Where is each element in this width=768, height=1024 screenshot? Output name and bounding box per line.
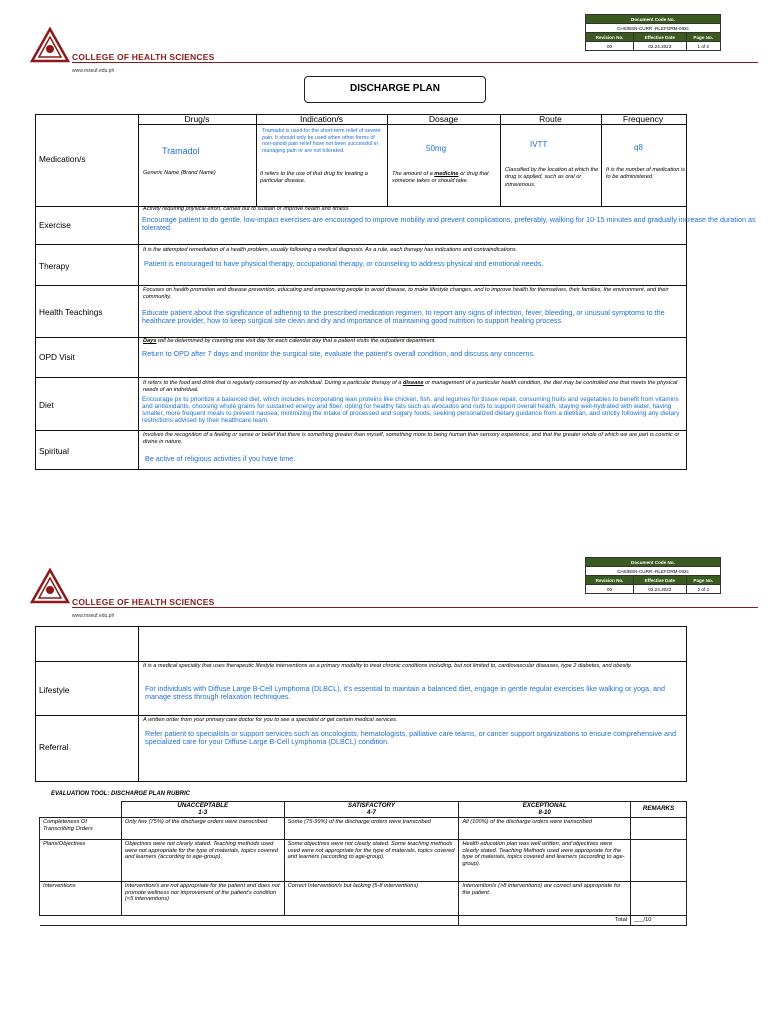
page-label: Page No. xyxy=(686,33,721,42)
effective-label: Effective Date xyxy=(634,576,686,585)
website-page2: www.mseuf.edu.ph xyxy=(72,613,115,619)
rubric-exceptional-header: EXCEPTIONAL 8-10 xyxy=(459,802,631,818)
referral-text: Refer patient to specialists or support services such as oncologists, hematologists, palliative care teams, or cancer support organizations to ensure comprehensive and specialized care for your Diffuse Large B-Cell Lymphoma (DLBCL) condition. xyxy=(145,729,676,747)
website: www.mseuf.edu.ph xyxy=(72,68,115,74)
rubric-total-value: ___/10 xyxy=(631,916,687,926)
opd-definition: Days will be determined by counting one visit day for each calendar day that a patient visits the outpatient department. xyxy=(143,338,436,344)
rubric-unacceptable-header: UNACCEPTABLE 1-3 xyxy=(121,802,284,818)
health-definition: Focuses on health promotion and disease prevention, educating and empowering people to avoid disease, to make lifestyle changes, and to improve health for themselves, their families, the environment, and their community. xyxy=(143,287,669,301)
rubric-cell: Health education plan was well written, and objectives were clearly stated. Teaching Methods used were appropriate for the type of materials, topics covered and learners (according to age-group). xyxy=(459,840,631,882)
referral-definition: A written order from your primary care doctor for you to see a specialist or get certain medical services. xyxy=(143,717,398,723)
rubric-row-label: Completeness Of Transcribing Orders xyxy=(40,818,122,840)
lifestyle-definition: It is a medical specialty that uses therapeutic lifestyle interventions as a primary modality to treat chronic conditions including, but not limited to, cardiovascular diseases, type 2 diabetes, and obesity. xyxy=(143,663,632,669)
doc-code-label: Document Code No. xyxy=(586,558,721,567)
route-definition: Classified by the location at which the drug is applied, such as oral or intravenous. xyxy=(505,167,599,188)
document-code-table-page2 xyxy=(585,557,721,594)
college-logo xyxy=(30,27,70,65)
revision-value: 00 xyxy=(586,585,634,594)
row-label-diet: Diet xyxy=(39,400,54,410)
row-label-exercise: Exercise xyxy=(39,220,71,230)
lifestyle-text: For individuals with Diffuse Large B-Cell Lymphoma (DLBCL), it's essential to maintain a balanced diet, engage in gentle regular exercises like walking or yoga, and manage stress through relaxation techniques. xyxy=(145,684,665,702)
doc-code-label: Document Code No. xyxy=(586,15,721,24)
rubric-remarks-header: REMARKS xyxy=(631,802,687,818)
dosage-value: 50mg xyxy=(426,144,447,153)
rubric-remarks-cell xyxy=(631,882,687,916)
discharge-plan-table-page2 xyxy=(35,626,687,782)
rubric-cell: Some objectives were not clearly stated. Some teaching methods used were not appropriate for the type of materials, topics covered and learners (according to age-group). xyxy=(284,840,459,882)
rubric-total-label: Total xyxy=(459,916,631,926)
page-label: Page No. xyxy=(686,576,721,585)
row-label-health-teachings: Health Teachings xyxy=(39,307,103,317)
spiritual-text: Be active of religious activities if you have time. xyxy=(145,454,296,463)
doc-code: CHS/BSN-CURR -RLEFORM-002c xyxy=(586,567,721,576)
effective-label: Effective Date xyxy=(634,33,686,42)
rubric-cell: Objectives were not clearly stated. Teaching methods used were not appropriate for the type of materials, topics covered and learners (according to age-group). xyxy=(121,840,284,882)
dosage-definition: The amount of a medicine or drug that someone takes or should take. xyxy=(392,171,489,185)
rubric-row-label: Interventions xyxy=(40,882,122,916)
health-text: Educate patient about the significance of adhering to the prescribed medication regimen, to report any signs of infection, fever, bleeding, or unusual symptoms to the healthcare provider, how to keep surgical site clean and dry and importance of maintaining good nutrition to support healing process. xyxy=(142,308,665,326)
page-value: 2 of 2 xyxy=(686,585,721,594)
revision-value: 00 xyxy=(586,42,634,51)
therapy-definition: It is the attempted remediation of a health problem, usually following a medical diagnosis. As a rule, each therapy has indications and contraindications. xyxy=(143,247,518,253)
rubric-cell: Intervention/s (>8 interventions) are correct and appropriate for the patient. xyxy=(459,882,631,916)
effective-value: 02.24.2023 xyxy=(634,585,686,594)
col-route: Route xyxy=(539,114,562,124)
effective-value: 02.24.2023 xyxy=(634,42,686,51)
revision-label: Revision No. xyxy=(586,33,634,42)
route-value: IVTT xyxy=(530,140,548,149)
page-title: DISCHARGE PLAN xyxy=(304,76,486,103)
doc-code: CHS/BSN-CURR -RLEFORM-002c xyxy=(586,24,721,33)
therapy-text: Patient is encouraged to have physical therapy, occupational therapy, or counseling to address physical and emotional needs. xyxy=(144,259,544,268)
col-frequency: Frequency xyxy=(622,114,664,124)
drug-value: Tramadol xyxy=(162,146,200,156)
rubric-cell: Some (75-99%) of the discharge orders were transcribed xyxy=(284,818,459,840)
diet-text: Encourage px to prioritize a balanced diet, which includes incorporating lean proteins like chicken, fish, and legumes for tissue repair, consuming fruits and vegetables to benefit from vitamins and antioxidants, choosing whole grains for sustained energy and fiber, opting for healthy fats such as avocados and nuts to support overall health, staying well-hydrated with water, having smaller, more frequent meals to prevent nausea, minimizing the intake of processed and sugary foods, seeking personalized dietary guidance from a dietitian, and strictly following any dietary restrictions advised by their healthcare team. xyxy=(142,396,680,425)
indication-value: Tramadol is used for the short-term relief of severe pain. It should only be used when other forms of non-opioid pain relief have not been successful in managing pain or are not tolerated. xyxy=(262,128,381,154)
opd-text: Return to OPD after 7 days and monitor the surgical site, evaluate the patient's overall condition, and discuss any concerns. xyxy=(142,349,535,358)
college-name: COLLEGE OF HEALTH SCIENCES xyxy=(72,52,215,62)
rubric-title: EVALUATION TOOL: DISCHARGE PLAN RUBRIC xyxy=(51,791,190,797)
header-divider xyxy=(72,62,758,63)
college-name-page2: COLLEGE OF HEALTH SCIENCES xyxy=(72,597,215,607)
indication-definition: It refers to the use of that drug for treating a particular disease. xyxy=(260,171,368,185)
rubric-cell: All (100%) of the discharge orders were transcribed xyxy=(459,818,631,840)
document-code-table xyxy=(585,14,721,51)
col-dosage: Dosage xyxy=(428,114,459,124)
rubric-cell: Only few (75%) of the discharge orders were transcribed xyxy=(121,818,284,840)
page-value: 1 of 2 xyxy=(686,42,721,51)
rubric-row-label: Plans/Objectives xyxy=(40,840,122,882)
row-label-medication: Medication/s xyxy=(39,154,86,164)
exercise-text: Encourage patient to do gentle, low-impact exercises are encouraged to improve mobility and prevent complications, preferably, walking for 10-15 minutes and gradually increase the duration as tolerated. xyxy=(142,215,756,233)
rubric-remarks-cell xyxy=(631,818,687,840)
frequency-definition: It is the number of medication is to be administered. xyxy=(606,167,685,181)
row-label-therapy: Therapy xyxy=(39,261,70,271)
drug-definition: Generic Name (Brand Name) xyxy=(143,170,216,176)
row-label-spiritual: Spiritual xyxy=(39,446,69,456)
revision-label: Revision No. xyxy=(586,576,634,585)
row-label-referral: Referral xyxy=(39,742,69,752)
frequency-value: q8 xyxy=(634,143,643,152)
row-label-lifestyle: Lifestyle xyxy=(39,685,70,695)
diet-definition: It refers to the food and drink that is regularly consumed by an individual. During a particular therapy of a disease or management of a particular health condition, the diet may be controlled one that meets the physical needs of an individual. xyxy=(143,380,678,394)
rubric-table xyxy=(39,801,687,926)
rubric-remarks-cell xyxy=(631,840,687,882)
exercise-definition: Activity requiring physical effort, carried out to sustain or improve health and fitness xyxy=(143,206,349,212)
college-logo-page2 xyxy=(30,568,70,606)
header-divider-page2 xyxy=(72,607,758,608)
rubric-cell: Intervention/s are not appropriate for the patient and does not promote wellness nor improvement of the patient's condition (<5 interventions) xyxy=(121,882,284,916)
col-indication: Indication/s xyxy=(300,114,343,124)
row-label-opd: OPD Visit xyxy=(39,352,75,362)
rubric-satisfactory-header: SATISFACTORY 4-7 xyxy=(284,802,459,818)
col-drugs: Drug/s xyxy=(184,114,210,124)
rubric-cell: Correct Intervention/s but lacking (5-8 interventions) xyxy=(284,882,459,916)
spiritual-definition: Involves the recognition of a feeling or sense or belief that there is something greater than myself, something more to being human than sensory experience, and that the greater whole of which we are part is cosmic or divine in nature. xyxy=(143,432,680,446)
